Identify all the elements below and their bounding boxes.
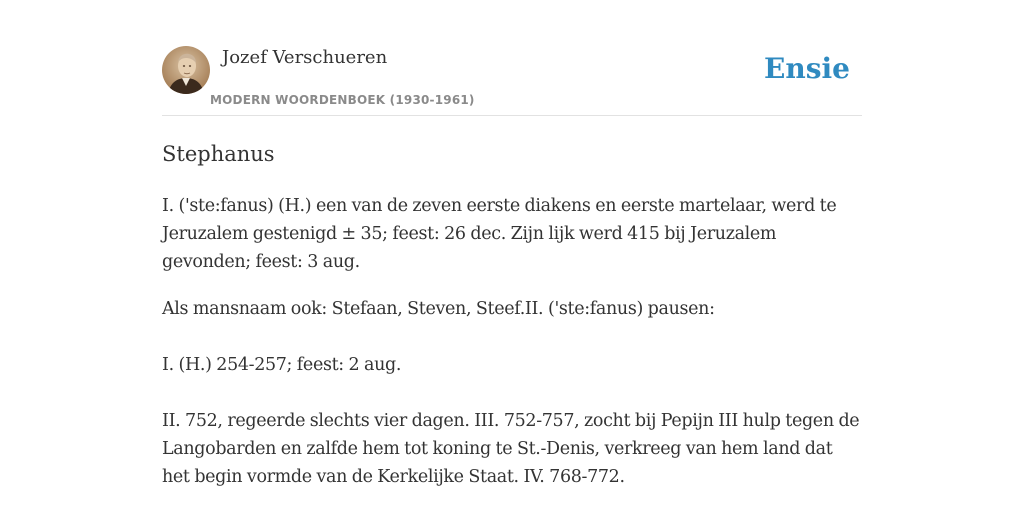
paragraph-mansnaam: Als mansnaam ook: Stefaan, Steven, Steef.II. ('ste:fanus) pausen:	[162, 299, 715, 319]
paragraph-popes-2-4: II. 752, regeerde slechts vier dagen. III. 752-757, zocht bij Pepijn III hulp tegen de Langobarden en zalfde hem tot koning te St.-Denis, verkreeg van hem land dat het begin vormde van de Kerkelijke Staat. IV. 768-772.	[162, 411, 860, 487]
author-name[interactable]: Jozef Verschueren	[222, 47, 388, 68]
author-portrait-icon	[162, 46, 210, 94]
header-divider	[162, 115, 862, 116]
paragraph-pope-1: I. (H.) 254-257; feest: 2 aug.	[162, 355, 402, 375]
article-title: Stephanus	[162, 142, 275, 166]
paragraph-definition-1: I. ('ste:fanus) (H.) een van de zeven eerste diakens en eerste martelaar, werd te Jeruzalem gestenigd ± 35; feest: 26 dec. Zijn lijk werd 415 bij Jeruzalem gevonden; feest: 3 aug.	[162, 196, 837, 272]
brand-logo[interactable]: Ensie	[764, 52, 850, 85]
article-body	[162, 192, 862, 491]
source-label[interactable]: MODERN WOORDENBOEK (1930-1961)	[210, 93, 475, 107]
author-avatar[interactable]	[162, 46, 210, 94]
